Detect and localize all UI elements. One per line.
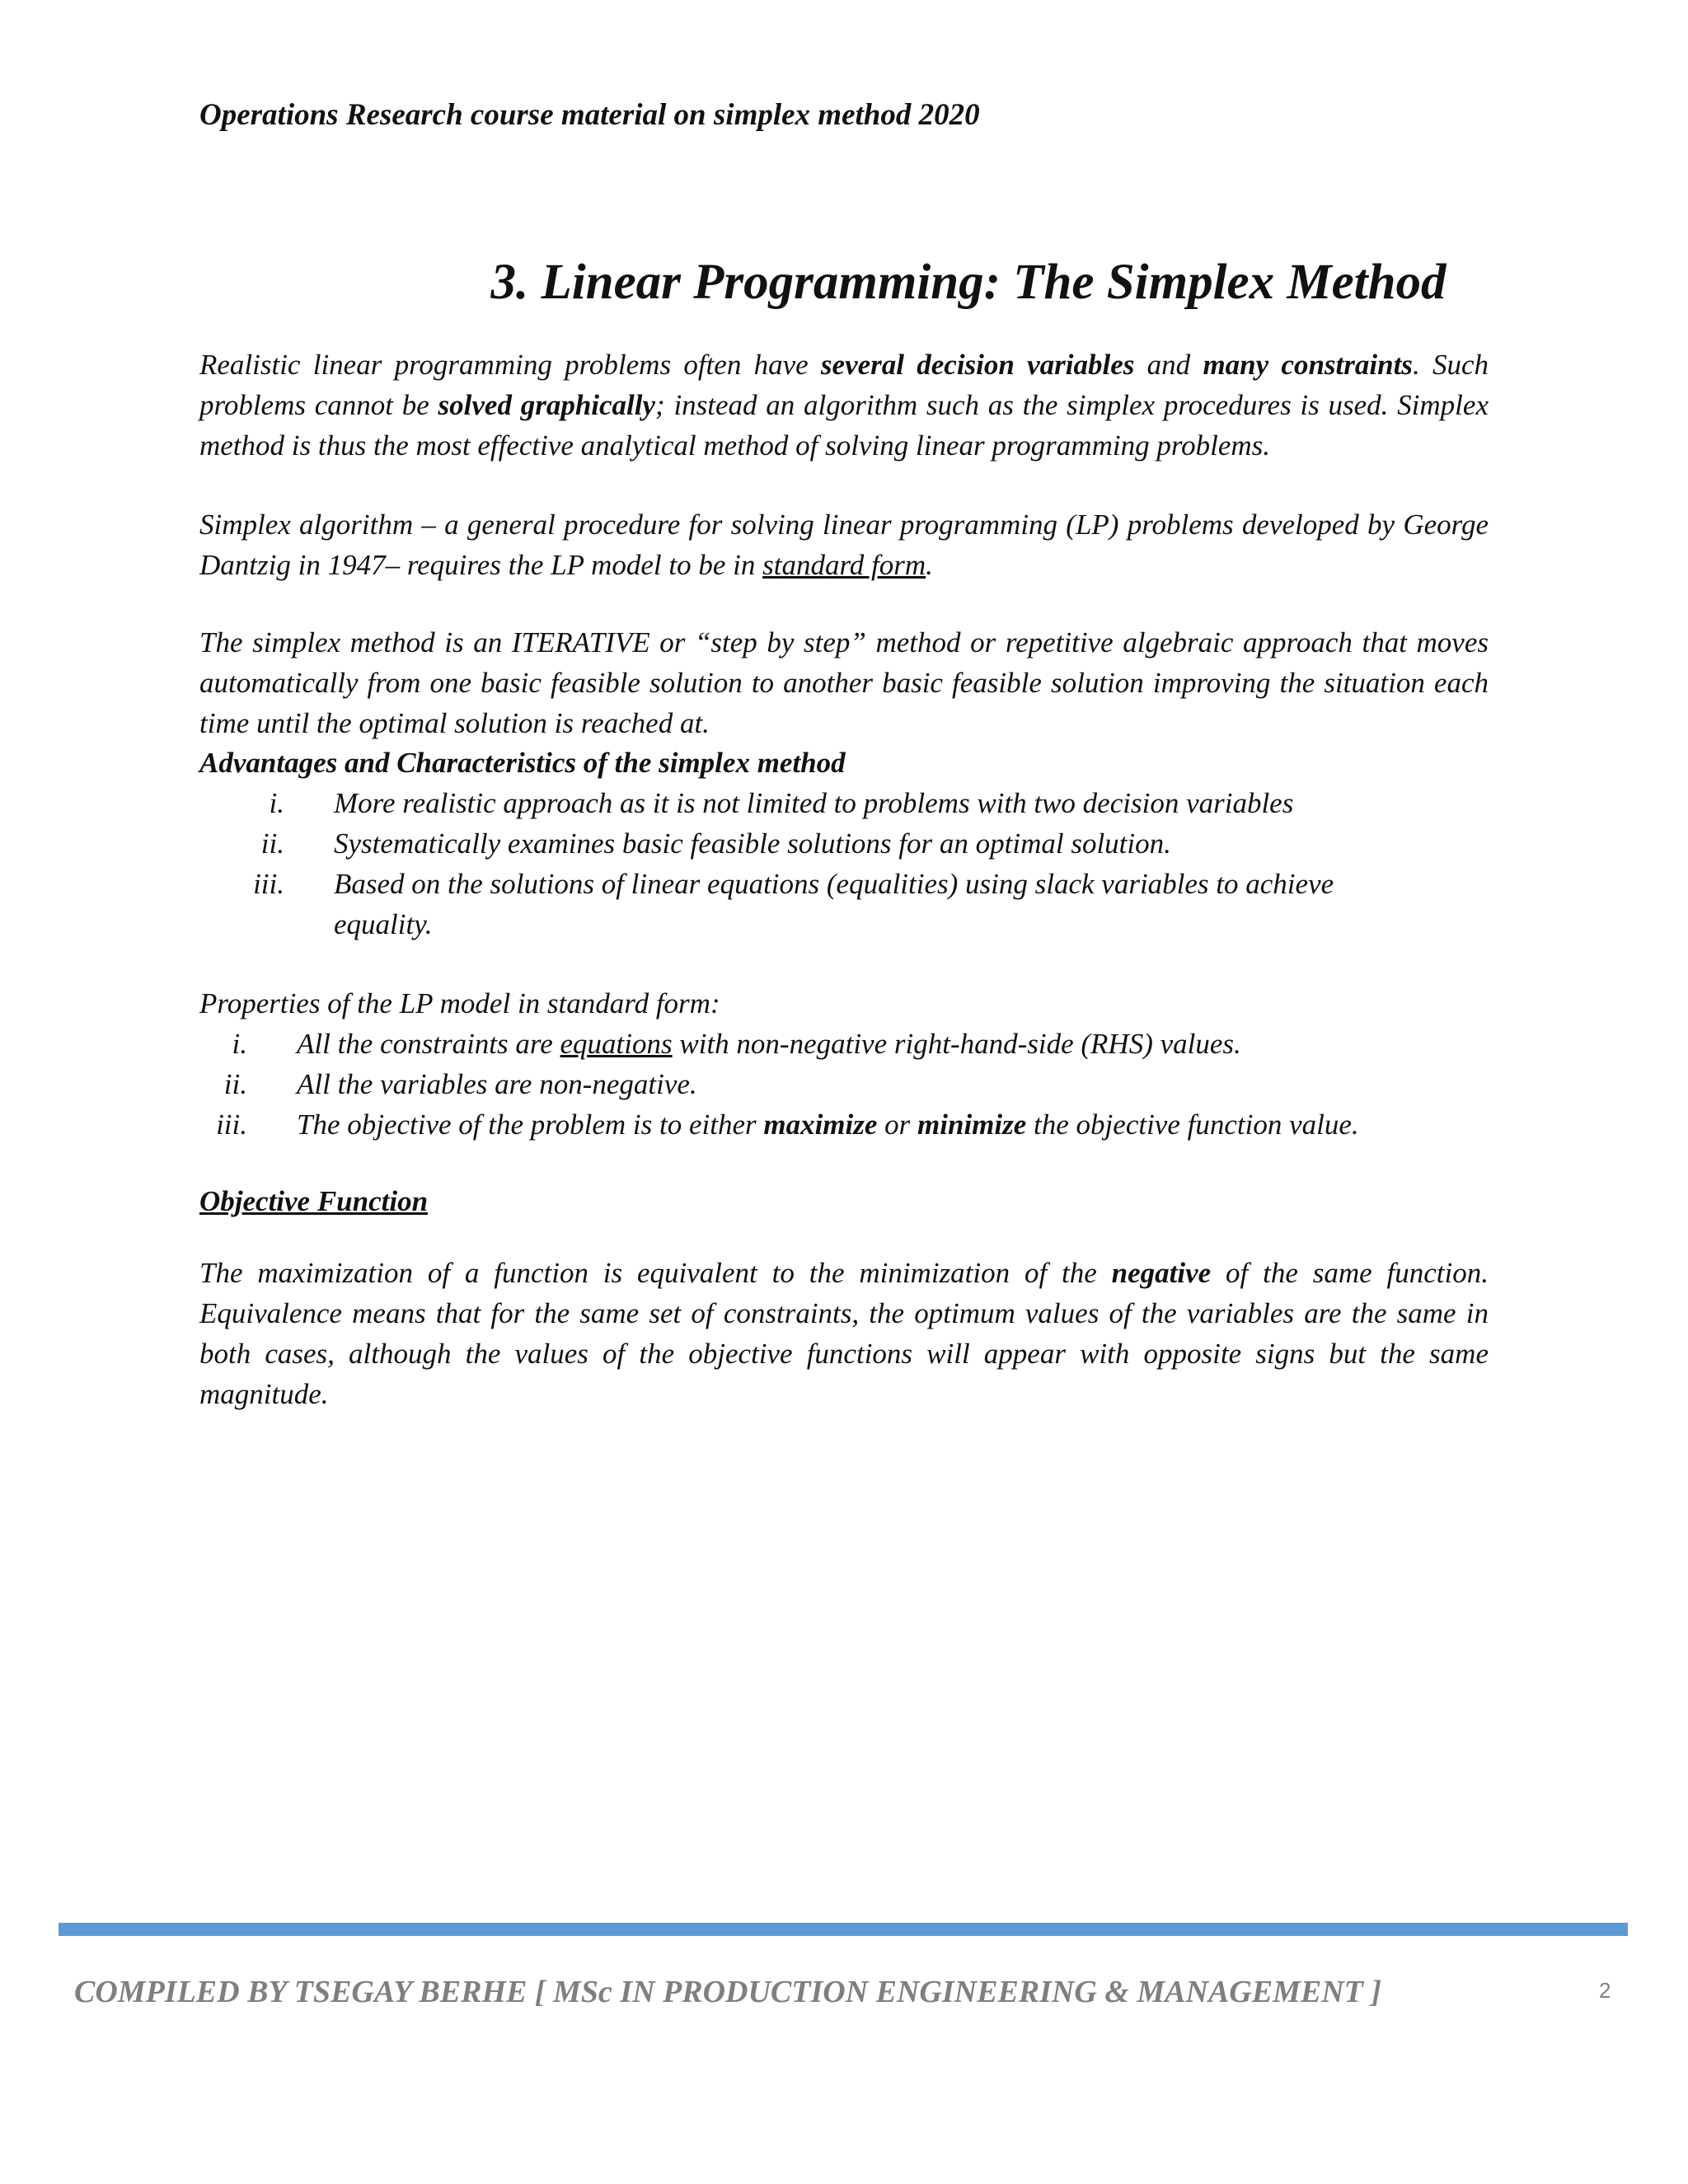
intro-text-1: Realistic linear programming problems often have [199, 349, 821, 381]
advantage-numeral-3: iii. [253, 868, 284, 900]
running-header: Operations Research course material on simplex method 2020 [199, 98, 980, 132]
page-title: 3. Linear Programming: The Simplex Method [490, 255, 1447, 310]
objective-paragraph [199, 1253, 1489, 1414]
advantage-numeral-1: i. [269, 787, 284, 819]
property-1-text-a: All the constraints are [297, 1028, 560, 1060]
property-item-1 [0, 1024, 1688, 1064]
property-numeral-3: iii. [216, 1108, 247, 1141]
equations-term: equations [560, 1028, 673, 1060]
properties-intro: Properties of the LP model in standard form: [199, 987, 720, 1019]
intro-bold-2: many constraints [1203, 349, 1413, 381]
property-item-2 [0, 1064, 1688, 1104]
maximize-term: maximize [763, 1108, 878, 1141]
property-text-3 [297, 1104, 1359, 1145]
advantage-text-1: More realistic approach as it is not limited to problems with two decision variables [334, 787, 1294, 819]
property-numeral-1: i. [232, 1028, 247, 1060]
intro-bold-3: solved graphically [438, 389, 656, 421]
negative-term: negative [1111, 1257, 1212, 1289]
standard-form-term: standard form [762, 549, 926, 581]
footer-rule [59, 1923, 1628, 1936]
iterative-paragraph: The simplex method is an ITERATIVE or “step by step” method or repetitive algebraic approach that moves automatically from one basic feasible solution to another basic feasible solution improving the situation each time until the optimal solution is reached at. [199, 626, 1489, 739]
intro-paragraph [199, 344, 1489, 466]
advantages-heading: Advantages and Characteristics of the simplex method [199, 747, 846, 779]
minimize-term: minimize [917, 1108, 1027, 1141]
property-3-text-b: or [877, 1108, 918, 1141]
property-numeral-2: ii. [223, 1068, 247, 1100]
intro-text-2: and [1134, 349, 1203, 381]
intro-bold-1: several decision variables [820, 349, 1135, 381]
property-1-text-b: with non-negative right-hand-side (RHS) values. [672, 1028, 1241, 1060]
property-3-text-c: the objective function value. [1026, 1108, 1359, 1141]
property-text-2: All the variables are non-negative. [297, 1068, 697, 1100]
algorithm-paragraph [199, 504, 1489, 585]
objective-function-heading: Objective Function [199, 1185, 429, 1217]
advantage-numeral-2: ii. [260, 827, 284, 860]
footer-compiled-by: COMPILED BY TSEGAY BERHE [ MSc IN PRODUCTION ENGINEERING & MANAGEMENT ] [74, 1975, 1382, 2009]
page-number: 2 [1599, 1978, 1611, 2003]
advantage-text-3-cont: equality. [334, 908, 433, 940]
advantage-item-3 [0, 864, 1688, 944]
property-3-text-a: The objective of the problem is to either [297, 1108, 764, 1141]
property-item-3 [0, 1104, 1688, 1145]
advantage-text-3: Based on the solutions of linear equations (equalities) using slack variables to achieve [334, 868, 1334, 900]
advantage-text-2: Systematically examines basic feasible solutions for an optimal solution. [334, 827, 1171, 860]
objective-text-1: The maximization of a function is equivalent to the minimization of the [199, 1257, 1112, 1289]
algorithm-text-2: . [926, 549, 933, 581]
objective-text-2: of the same function. Equivalence means that for the same set of constraints, the optimum values of the variables are the same in both cases, although the values of the objective functions will appear with opposite signs but the same magnitude. [199, 1257, 1489, 1410]
advantage-item-2 [0, 823, 1688, 864]
intro-text-4: ; instead an algorithm such as the simplex procedures is used. Simplex method is thus the most effective analytical method of solving linear programming problems. [199, 389, 1489, 462]
algorithm-text-1: Simplex algorithm – a general procedure for solving linear programming (LP) problems developed by George Dantzig in 1947– requires the LP model to be in [199, 509, 1489, 581]
intro-text-3: . Such problems cannot be [199, 349, 1489, 421]
advantage-item-1 [0, 783, 1688, 823]
property-text-1 [297, 1024, 1241, 1064]
